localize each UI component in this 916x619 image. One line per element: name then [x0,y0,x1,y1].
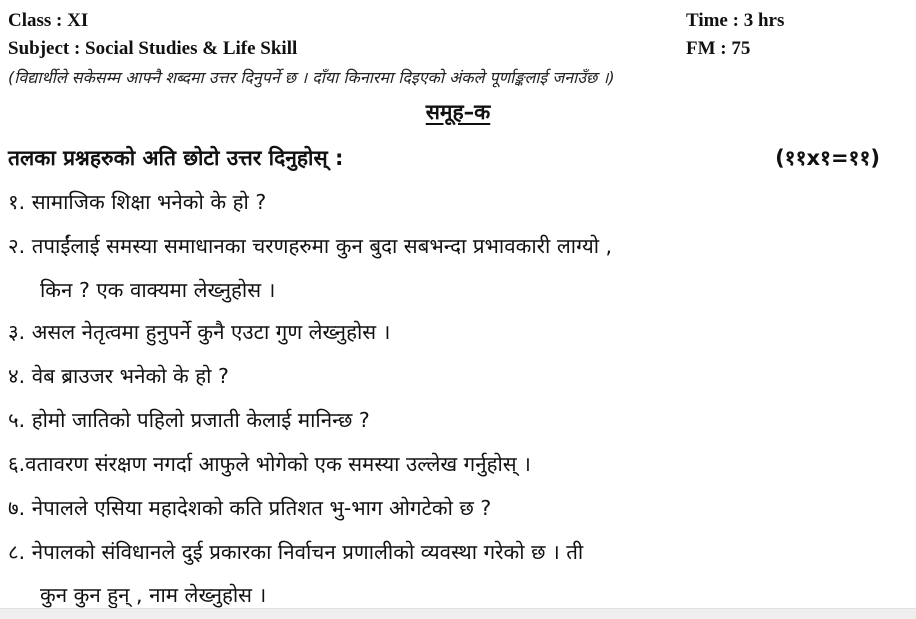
question-8-continuation: कुन कुन हुन् , नाम लेख्नुहोस । [40,583,267,607]
question-3: ३. असल नेतृत्वमा हुनुपर्ने कुनै एउटा गुण लेख्नुहोस । [8,320,391,344]
section-instruction: तलका प्रश्नहरुको अति छोटो उत्तर दिनुहोस् : [8,146,344,170]
question-2-continuation: किन ? एक वाक्यमा लेख्नुहोस । [40,278,276,302]
subject-label: Subject : Social Studies & Life Skill [8,38,298,59]
question-8: ८. नेपालको संविधानले दुई प्रकारका निर्वाचन प्रणालीको व्यवस्था गरेको छ । ती [8,540,584,564]
question-4: ४. वेब ब्राउजर भनेको के हो ? [8,364,229,388]
question-7: ७. नेपालले एसिया महादेशको कति प्रतिशत भु-भाग ओगटेको छ ? [8,496,492,520]
group-heading [0,98,916,126]
instruction-text: (विद्यार्थीले सकेसम्म आफ्नै शब्दमा उत्तर दिनुपर्ने छ । दाँया किनारमा दिइएको अंकले पूर्णाङ्कलाई जनाउँछ ।) [8,68,615,87]
section-marks: (११x१=११) [775,146,880,170]
question-1: १. सामाजिक शिक्षा भनेको के हो ? [8,190,267,214]
full-marks-label: FM : 75 [686,38,751,59]
question-2: २. तपाईंलाई समस्या समाधानका चरणहरुमा कुन बुदा सबभन्दा प्रभावकारी लाग्यो , [8,234,613,258]
question-5: ५. होमो जातिको पहिलो प्रजाती केलाई मानिन्छ ? [8,408,370,432]
question-6: ६.वतावरण संरक्षण नगर्दा आफुले भोगेको एक समस्या उल्लेख गर्नुहोस् । [8,452,531,476]
group-title: समूह–क [425,100,491,124]
class-label: Class : XI [8,10,89,31]
page-bottom-edge [0,608,916,619]
time-label: Time : 3 hrs [686,10,785,31]
